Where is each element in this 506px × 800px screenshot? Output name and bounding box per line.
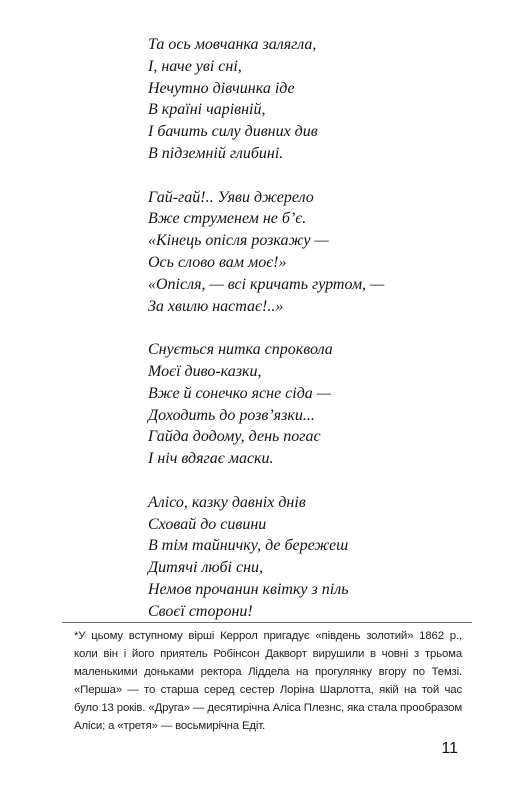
poem-line: Ось слово вам моє!» bbox=[148, 253, 287, 271]
stanza-1 bbox=[148, 34, 478, 165]
poem-line: Алісо, казку давніх днів bbox=[148, 493, 306, 511]
page-number: 11 bbox=[441, 740, 458, 757]
poem-line: В тім тайничку, де бережеш bbox=[148, 537, 349, 555]
poem-line: Вже струменем не б’є. bbox=[148, 210, 307, 228]
footnote-divider bbox=[62, 622, 472, 623]
poem-line: Своєї сторони! bbox=[148, 602, 253, 620]
poem-line: «Кінець опісля розкажу — bbox=[148, 232, 329, 250]
poem-line: «Опісля, — всі кричать гуртом, — bbox=[148, 275, 385, 293]
poem-line: В країні чарівній, bbox=[148, 101, 266, 119]
footnote: *У цьому вступному вірші Керрол пригадує «південь золотий» 1862 р., коли він і його приятель Робінсон Дакворт вирушили в човні з трьома маленькими доньками ректора Ліддела на прогулянку вгору по Темзі. «Перша» — то старша серед сестер Лоріна Шарлотта, якій на той час було 13 років. «Друга» — десятирічна Аліса Плезнс, яка стала прообразом Аліси; а «третя» — восьмирічна Едіт. bbox=[74, 630, 462, 732]
poem-line: Та ось мовчанка залягла, bbox=[148, 36, 317, 53]
poem-line: І, наче уві сні, bbox=[148, 57, 242, 75]
stanza-4 bbox=[148, 492, 478, 623]
poem-line: Доходить до розв’язки... bbox=[148, 406, 315, 424]
poem-line: В підземній глибині. bbox=[148, 144, 284, 162]
poem-line: Немов прочанин квітку з піль bbox=[148, 580, 349, 598]
poem-line: Вже й сонечко ясне сіда — bbox=[148, 384, 332, 402]
poem-line: Нечутно дівчинка іде bbox=[148, 79, 295, 97]
poem-line: Моєї диво-казки, bbox=[148, 362, 262, 380]
poem-line: Дитячі любі сни, bbox=[148, 559, 264, 577]
poem bbox=[148, 34, 478, 644]
poem-line: Гайда додому, день погас bbox=[148, 428, 321, 446]
stanza-3 bbox=[148, 339, 478, 470]
poem-line: За хвилю настає!..» bbox=[148, 297, 284, 315]
stanza-2 bbox=[148, 187, 478, 318]
poem-line: Сховай до сивини bbox=[148, 515, 267, 533]
poem-line: Гай-гай!.. Уяви джерело bbox=[148, 188, 314, 206]
poem-line: І бачить силу дивних див bbox=[148, 123, 318, 141]
poem-line: І ніч вдягає маски. bbox=[148, 450, 274, 468]
poem-line: Снується нитка спроквола bbox=[148, 341, 333, 359]
